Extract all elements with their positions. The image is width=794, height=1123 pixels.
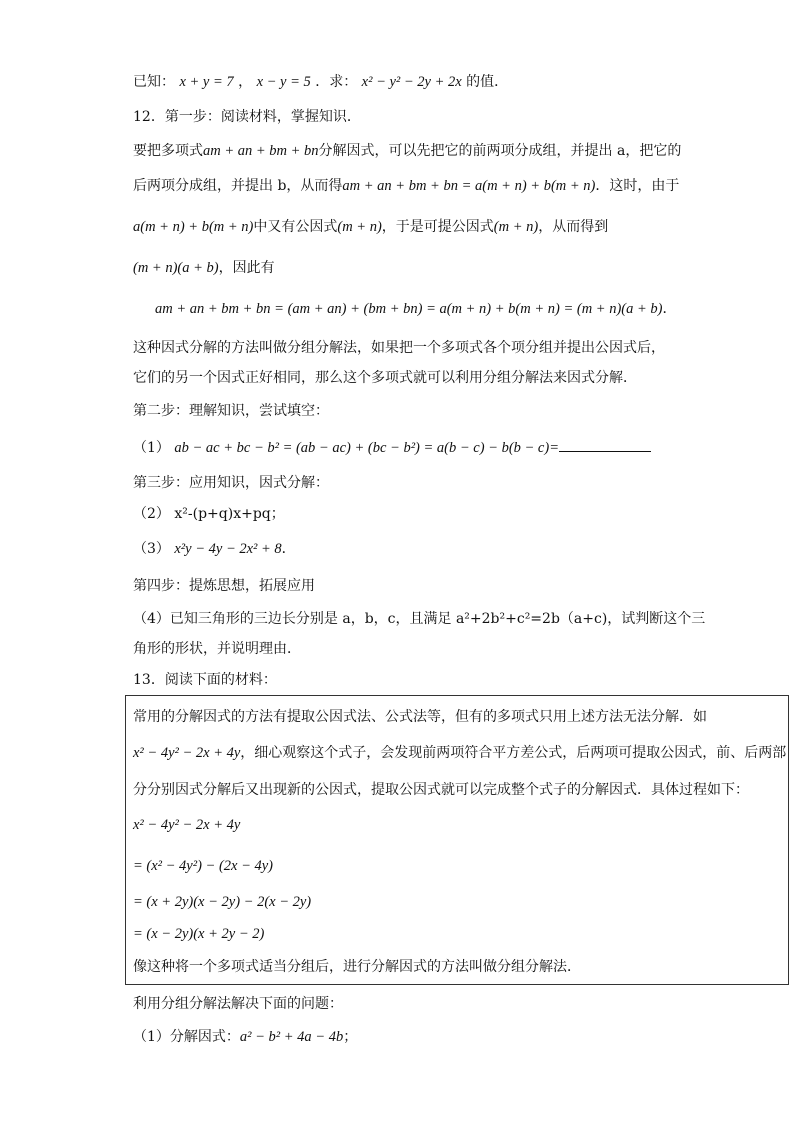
separator: ．求： xyxy=(315,74,358,90)
q12-paragraph-line xyxy=(133,217,608,237)
math-expression: (m + n) xyxy=(337,219,382,235)
q12-paragraph-line: 这种因式分解的方法叫做分组分解法，如果把一个多项式各个项分组并提出公因式后， xyxy=(133,340,665,356)
q12-paragraph-line xyxy=(133,141,681,161)
q12-paragraph-line xyxy=(133,176,679,196)
item-3 xyxy=(133,539,296,559)
text: 后两项分成组，并提出 b，从而得 xyxy=(133,178,343,194)
derivation-step: = (x − 2y)(x + 2y − 2) xyxy=(133,926,265,942)
q13-item-1 xyxy=(133,1027,357,1047)
equation-1: x + y = 7 xyxy=(179,74,234,90)
step-3-heading: 第三步：应用知识，因式分解： xyxy=(133,475,329,491)
text: 中又有公因式 xyxy=(253,219,338,235)
item-label: （1） xyxy=(133,440,170,456)
q13-instruction: 利用分组分解法解决下面的问题： xyxy=(133,996,343,1012)
answer-blank[interactable] xyxy=(559,437,651,452)
math-expression: x²-(p+q)x+pq； xyxy=(174,506,285,522)
derivation-step: = (x² − 4y²) − (2x − 4y) xyxy=(133,858,274,874)
separator: ， xyxy=(238,74,253,90)
text: ． xyxy=(281,541,296,557)
math-expression: x² − 4y² − 2x + 4y xyxy=(133,745,241,761)
item-label: （2） xyxy=(133,506,170,522)
equation-2: x − y = 5 xyxy=(256,74,311,90)
math-expression: a(m + n) + b(m + n) xyxy=(133,219,254,235)
given-suffix: 的值． xyxy=(466,74,509,90)
box-line: 像这种将一个多项式适当分组后，进行分解因式的方法叫做分组分解法． xyxy=(133,959,581,975)
math-expression: (m + n) xyxy=(493,219,539,235)
math-expression: am + an + bm + bn = (am + an) + (bm + bn) = a(m + n) + b(m + n) = (m + n)(a + b) xyxy=(155,301,663,317)
box-line: 分分别因式分解后又出现新的公因式，提取公因式就可以完成整个式子的分解因式．具体过程如下： xyxy=(133,782,749,798)
item-2 xyxy=(133,504,285,524)
text: ，于是可提公因式 xyxy=(381,219,494,235)
text: 要把多项式 xyxy=(133,143,203,159)
text: ． xyxy=(662,301,677,317)
q12-paragraph-line xyxy=(133,258,275,278)
item-label: （1）分解因式： xyxy=(133,1029,240,1045)
q12-display-equation xyxy=(155,299,676,319)
text: 分解因式，可以先把它的前两项分成组，并提出 a，把它的 xyxy=(318,143,682,159)
given-line xyxy=(133,72,508,92)
text: ．这时，由于 xyxy=(595,178,680,194)
q12-heading: 12．第一步：阅读材料，掌握知识． xyxy=(133,109,361,125)
step-2-heading: 第二步：理解知识，尝试填空： xyxy=(133,403,329,419)
math-expression: am + an + bm + bn xyxy=(203,143,319,159)
math-expression: x²y − 4y − 2x² + 8 xyxy=(174,541,282,557)
text: ，从而得到 xyxy=(538,219,609,235)
derivation-step: = (x + 2y)(x − 2y) − 2(x − 2y) xyxy=(133,894,312,910)
step-4-heading: 第四步：提炼思想，拓展应用 xyxy=(133,578,315,594)
item-label: （3） xyxy=(133,541,170,557)
box-line xyxy=(133,743,786,763)
math-expression: (m + n)(a + b) xyxy=(133,260,219,276)
given-prefix: 已知： xyxy=(133,74,175,90)
item-4: （4）已知三角形的三边长分别是 a，b，c，且满足 a²+2b²+c²=2b（a+c)，试判断这个三 xyxy=(133,611,706,627)
text: ，因此有 xyxy=(218,260,275,276)
item-1 xyxy=(133,437,651,458)
box-line: 常用的分解因式的方法有提取公因式法、公式法等，但有的多项式只用上述方法无法分解．如 xyxy=(133,709,707,725)
derivation-step: x² − 4y² − 2x + 4y xyxy=(133,817,241,833)
q12-paragraph-line: 它们的另一个因式正好相同，那么这个多项式就可以利用分组分解法来因式分解． xyxy=(133,370,637,386)
text: ，细心观察这个式子，会发现前两项符合平方差公式，后两项可提取公因式，前、后两部 xyxy=(240,745,787,761)
math-expression: ab − ac + bc − b² = (ab − ac) + (bc − b²) = a(b − c) − b(b − c)= xyxy=(174,440,559,456)
item-4-continued: 角形的形状，并说明理由． xyxy=(133,641,301,657)
q13-heading: 13．阅读下面的材料： xyxy=(133,672,277,688)
target-expression: x² − y² − 2y + 2x xyxy=(361,74,462,90)
math-expression: a² − b² + 4a − 4b xyxy=(239,1029,344,1045)
math-expression: am + an + bm + bn = a(m + n) + b(m + n) xyxy=(342,178,596,194)
text: ； xyxy=(343,1029,358,1045)
